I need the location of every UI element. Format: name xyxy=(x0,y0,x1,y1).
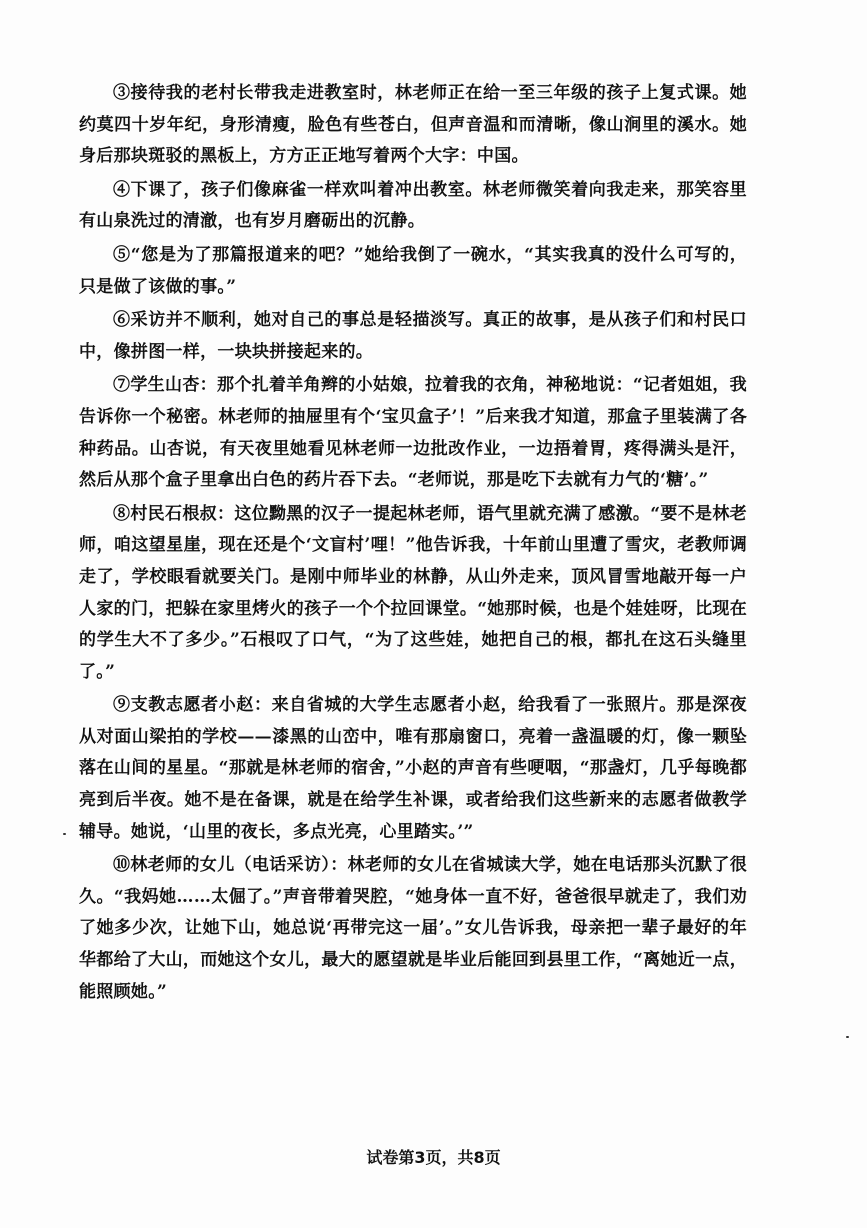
paragraph-4: ④下课了，孩子们像麻雀一样欢叫着冲出教室。林老师微笑着向我走来，那笑容里有山泉洗过的清澈，也有岁月磨砺出的沉静。 xyxy=(79,179,747,232)
paragraph-8: ⑧村民石根叔：这位黝黑的汉子一提起林老师，语气里就充满了感激。“要不是林老师，咱这望星崖，现在还是个‘文盲村’哩！”他告诉我，十年前山里遭了雪灾，老教师调走了，学校眼看就要关门。是刚中师毕业的林静，从山外走来，顶风冒雪地敲开每一户人家的门，把躲在家里烤火的孩子一个个拉回课堂。“她那时候，也是个娃娃呀，比现在的学生大不了多少。”石根叹了口气，“为了这些娃，她把自己的根，都扎在这石头缝里了。” xyxy=(79,503,747,682)
scan-speck xyxy=(846,1036,849,1038)
scan-speck xyxy=(63,833,66,835)
paragraph-7: ⑦学生山杏：那个扎着羊角辫的小姑娘，拉着我的衣角，神秘地说：“记者姐姐，我告诉你一个秘密。林老师的抽屉里有个‘宝贝盒子’！”后来我才知道，那盒子里装满了各种药品。山杏说，有天夜里她看见林老师一边批改作业，一边捂着胃，疼得满头是汗，然后从那个盒子里拿出白色的药片吞下去。“老师说，那是吃下去就有力气的‘糖’。” xyxy=(79,375,747,491)
paragraph-5: ⑤“您是为了那篇报道来的吧？”她给我倒了一碗水，“其实我真的没什么可写的，只是做了该做的事。” xyxy=(79,244,747,297)
reading-passage xyxy=(79,78,747,1010)
paragraph-9: ⑨支教志愿者小赵：来自省城的大学生志愿者小赵，给我看了一张照片。那是深夜从对面山梁拍的学校——漆黑的山峦中，唯有那扇窗口，亮着一盏温暖的灯，像一颗坠落在山间的星星。“那就是林老师的宿舍，”小赵的声音有些哽咽，“那盏灯，几乎每晚都亮到后半夜。她不是在备课，就是在给学生补课，或者给我们这些新来的志愿者做教学辅导。她说，‘山里的夜长，多点光亮，心里踏实。’” xyxy=(79,695,747,842)
page-number-footer: 试卷第3页，共8页 xyxy=(366,1148,501,1167)
paragraph-6: ⑥采访并不顺利，她对自己的事总是轻描淡写。真正的故事，是从孩子们和村民口中，像拼图一样，一块块拼接起来的。 xyxy=(79,310,747,362)
paragraph-10: ⑩林老师的女儿（电话采访）：林老师的女儿在省城读大学，她在电话那头沉默了很久。“我妈她……太倔了。”声音带着哭腔，“她身体一直不好，爸爸很早就走了，我们劝了她多少次，让她下山，她总说‘再带完这一届’。”女儿告诉我，母亲把一辈子最好的年华都给了大山，而她这个女儿，最大的愿望就是毕业后能回到县里工作，“离她近一点，能照顾她。” xyxy=(79,855,747,1002)
paragraph-3: ③接待我的老村长带我走进教室时，林老师正在给一至三年级的孩子上复式课。她约莫四十岁年纪，身形清瘦，脸色有些苍白，但声音温和而清晰，像山涧里的溪水。她身后那块斑驳的黑板上，方方正正地写着两个大字：中国。 xyxy=(79,83,747,167)
